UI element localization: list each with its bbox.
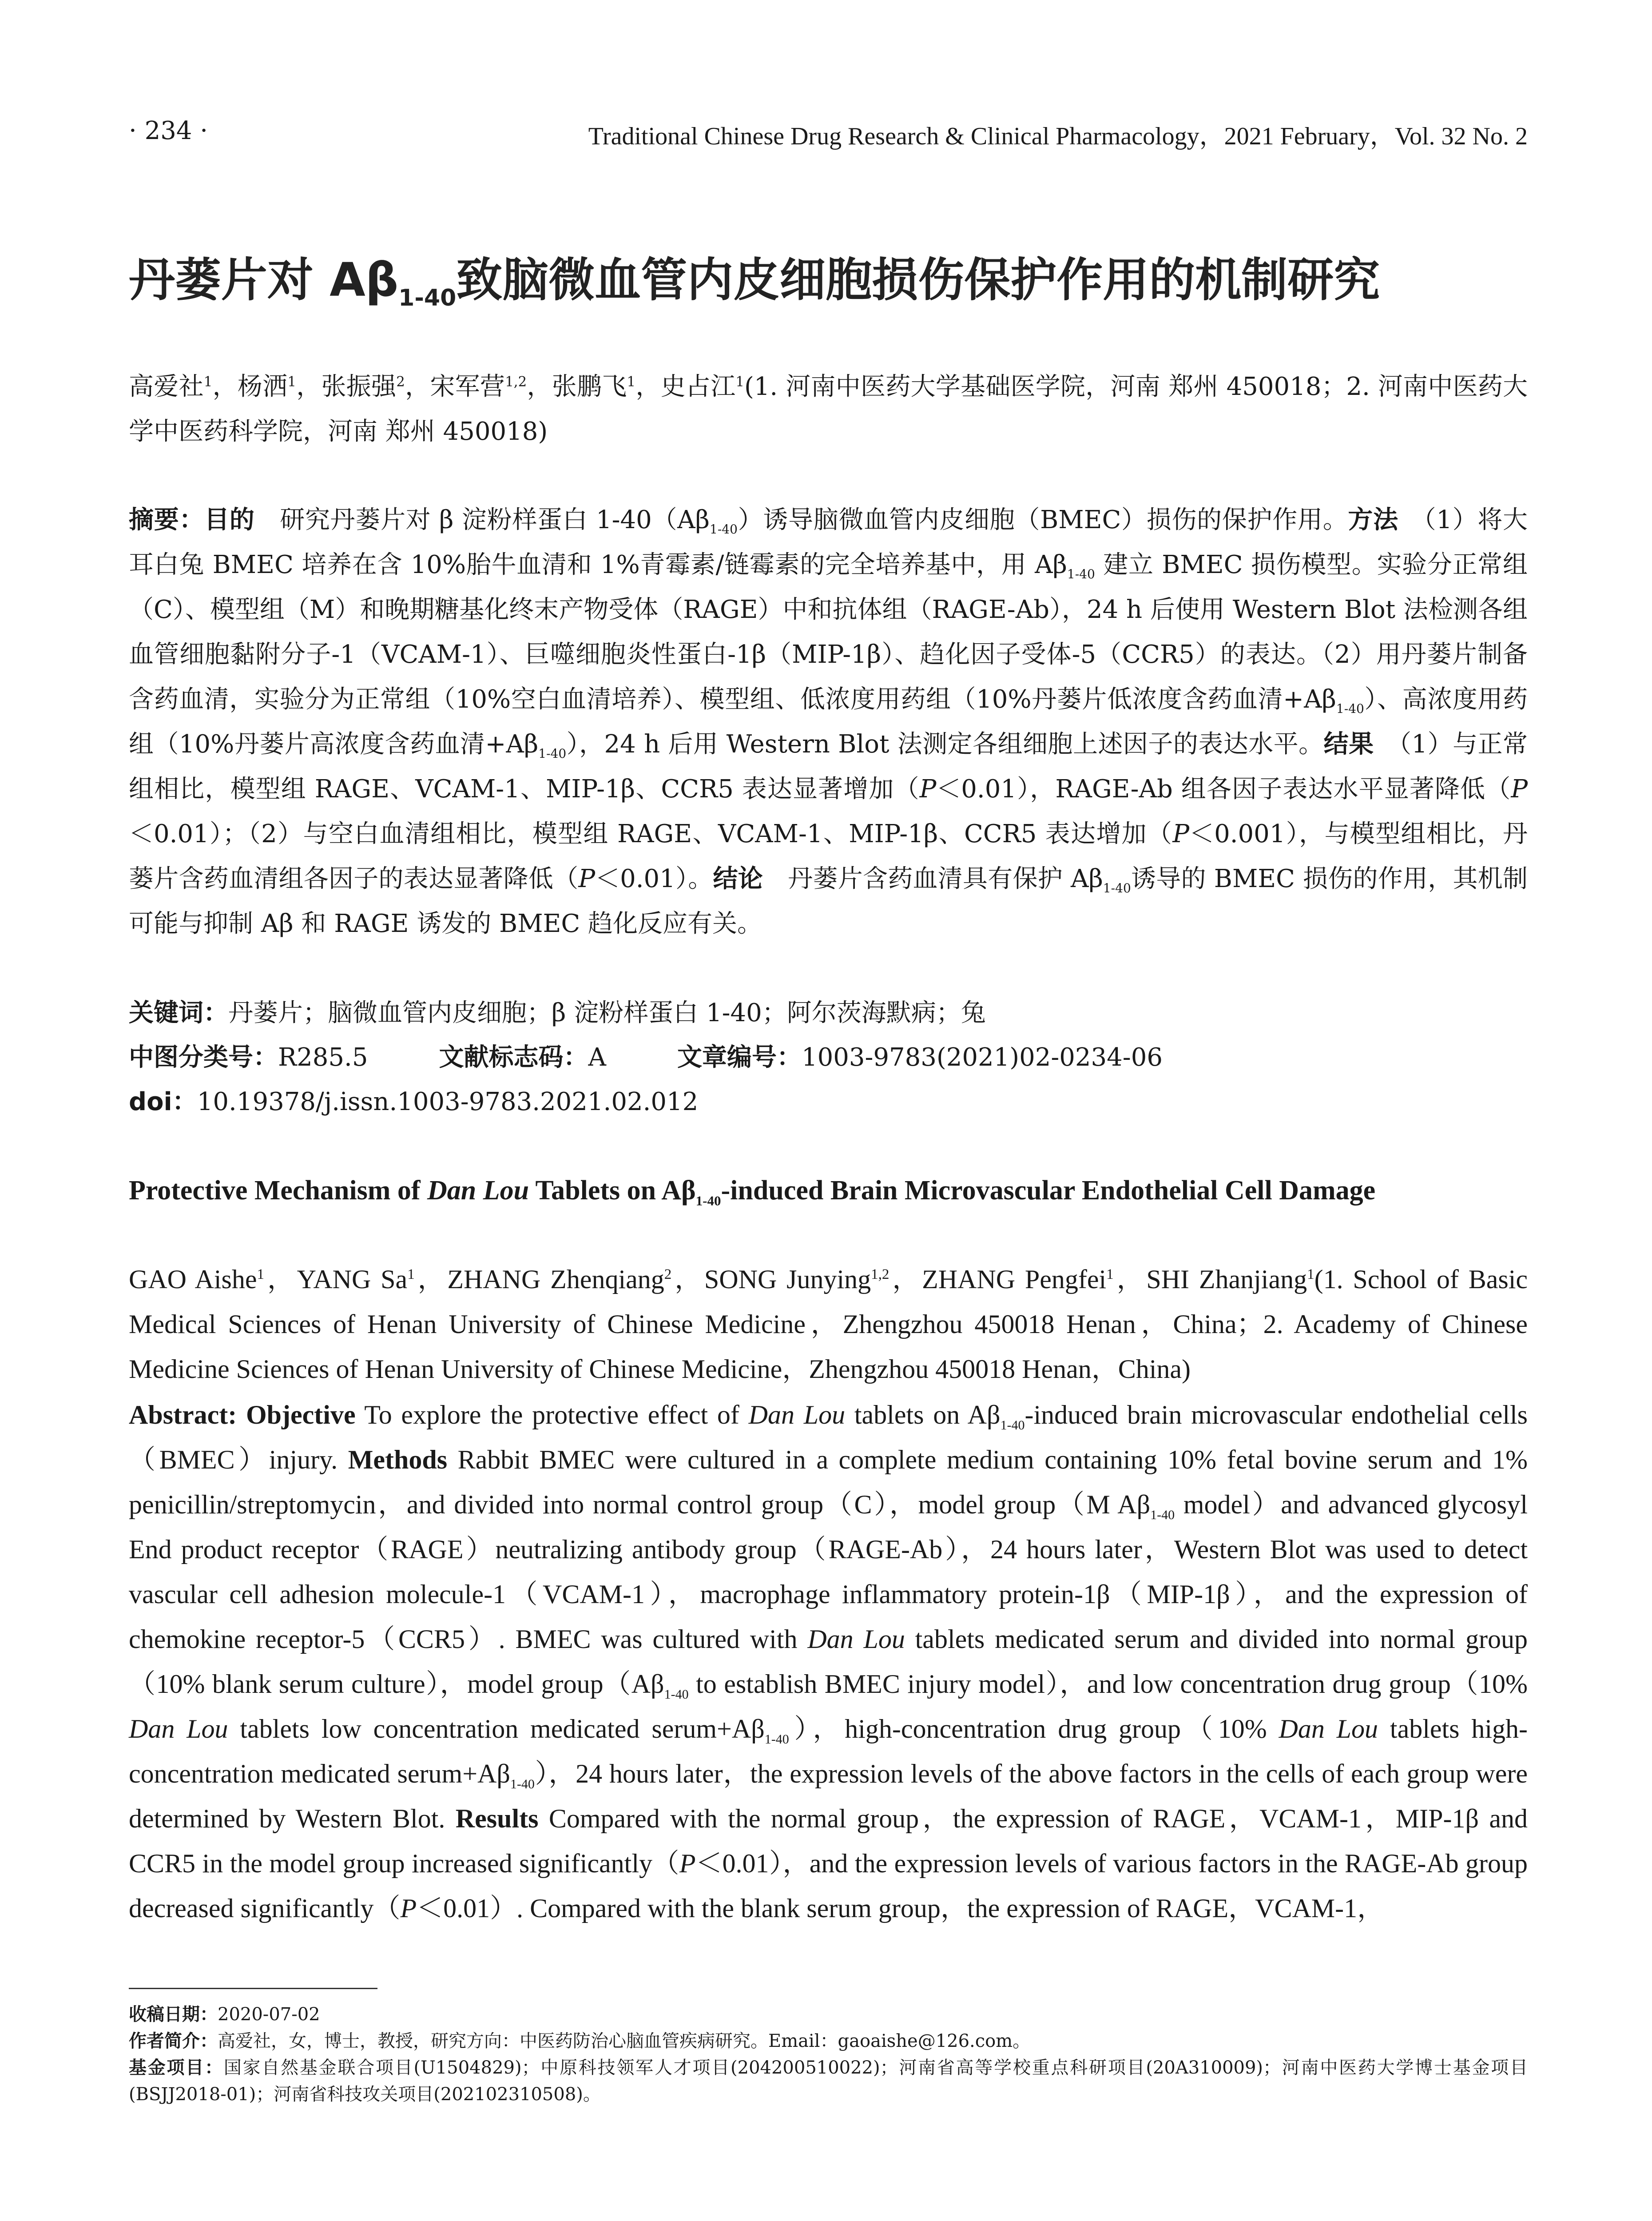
affiliation-marker: 1 (1307, 1266, 1314, 1282)
funding-label: 基金项目： (129, 2058, 224, 2078)
abstract-en-text: Rabbit BMEC were cultured in a complete medium containing 10% fetal bovine serum and 1% penicillin/streptomycin，and divided into normal control group（C），model group（M Aβ (129, 1445, 1528, 1519)
objective-label: 目的 (204, 505, 255, 534)
results-label: 结果 (1323, 730, 1374, 759)
drug-name: Dan Lou (129, 1714, 228, 1743)
abstract-en-text: model）and advanced glycosyl End product receptor（RAGE）neutralizing antibody group（RAGE-Ab），24 hours later，Western Blot was used to detect vascular cell adhesion molecule-1（VCAM-1），macrophage inflammatory protein-1β（MIP-1β），and the expression of chemokine receptor-5（CCR5）. BMEC was cultured with (129, 1490, 1528, 1654)
results-en-label: Results (455, 1804, 539, 1833)
doi-line (129, 1079, 1528, 1124)
author-name: 杨洒 (237, 372, 288, 401)
author-name: SONG Junying (704, 1265, 871, 1294)
title-en-subscript: 1-40 (695, 1193, 721, 1209)
classification-line (129, 1035, 1528, 1080)
title-en-part: Tablets on Aβ (529, 1175, 696, 1206)
drug-name: Dan Lou (807, 1624, 905, 1654)
abstract-text: 诱导的 BMEC 损伤的作用，其机制可能与抑制 Aβ 和 RAGE 诱发的 BMEC 趋化反应有关。 (129, 864, 1528, 938)
author-name: 宋军营 (430, 372, 505, 401)
abstract-text: ）、高浓度用药组（10%丹蒌片高浓度含药血清+Aβ (129, 685, 1528, 759)
keywords-text: 丹蒌片；脑微血管内皮细胞；β 淀粉样蛋白 1-40；阿尔茨海默病；兔 (228, 999, 986, 1027)
abstract-zh (129, 498, 1528, 946)
affiliations-en: (1. School of Basic Medical Sciences of Henan University of Chinese Medicine，Zhengzhou 450018 Henan，China；2. Academy of Chinese Medicine Sciences of Henan University of Chinese Medicine，Zhengzhou 450018 Henan，China) (129, 1265, 1528, 1384)
keywords (129, 991, 1528, 1035)
abstract-en (129, 1393, 1528, 1931)
funding-text: 国家自然基金联合项目(U1504829)；中原科技领军人才项目(204200510022)；河南省高等学校重点科研项目(20A310009)；河南中医药大学博士基金项目(BSJJ2018-01)；河南省科技攻关项目(202102310508)。 (129, 2058, 1528, 2105)
author-name: 张振强 (321, 372, 397, 401)
funding-line (129, 2054, 1528, 2108)
abstract-text: ＜0.001），与模型组相比，丹蒌片含药血清组各因子的表达显著降低（ (129, 820, 1528, 893)
abstract-label: 摘要： (129, 505, 205, 534)
methods-label: 方法 (1348, 505, 1398, 534)
abstract-en-text: tablets medicated serum and divided into normal group（10% blank serum culture），model group（Aβ (129, 1624, 1528, 1699)
drug-name: Dan Lou (748, 1400, 846, 1429)
abstract-text: （1）将大耳白兔 BMEC 培养在含 10%胎牛血清和 1%青霉素/链霉素的完全培养基中，用 Aβ (129, 505, 1528, 579)
affiliation-marker: 1 (735, 374, 744, 390)
keywords-label: 关键词： (129, 999, 228, 1027)
page-number: · 234 · (129, 116, 208, 145)
author-name: SHI Zhanjiang (1146, 1265, 1307, 1294)
abstract-text: 建立 BMEC 损伤模型。实验分正常组（C）、模型组（M）和晚期糖基化终末产物受体（RAGE）中和抗体组（RAGE-Ab），24 h 后使用 Western Blot 法检测各组血管细胞黏附分子-1（VCAM-1）、巨噬细胞炎性蛋白-1β（MIP-1β）、趋化因子受体-5（CCR5）的表达。（2）用丹蒌片制备含药血清，实验分为正常组（10%空白血清培养）、模型组、低浓度用药组（10%丹蒌片低浓度含药血清+Aβ (129, 550, 1528, 714)
conclusion-label: 结论 (713, 864, 763, 893)
footnotes (129, 2001, 1528, 2108)
affiliation-marker: 1 (1106, 1266, 1114, 1282)
affiliation-marker: 2 (664, 1266, 672, 1282)
footnote-divider (129, 1988, 377, 1989)
affiliations-zh: (1. 河南中医药大学基础医学院，河南 郑州 450018；2. 河南中医药大学中医药科学院，河南 郑州 450018) (129, 372, 1528, 446)
clc-label: 中图分类号： (129, 1043, 278, 1072)
author-name: ZHANG Pengfei (922, 1265, 1107, 1294)
p-value-symbol: P (1172, 820, 1190, 848)
affiliation-marker: 1 (407, 1266, 415, 1282)
title-en-part: Protective Mechanism of (129, 1175, 428, 1206)
subscript: 1-40 (764, 1732, 789, 1747)
objective-en-label: Objective (246, 1400, 356, 1429)
author-bio-label: 作者简介： (129, 2031, 218, 2051)
abstract-text: ），24 h 后用 Western Blot 法测定各组细胞上述因子的表达水平。 (566, 730, 1324, 759)
author-name: YANG Sa (297, 1265, 408, 1294)
title-subscript: 1-40 (398, 284, 457, 311)
p-value-symbol: P (400, 1894, 417, 1923)
abstract-text: ＜0.01），RAGE-Ab 组各因子表达水平显著降低（ (936, 775, 1511, 804)
received-date-line (129, 2001, 1528, 2028)
received-date: 2020-07-02 (218, 2004, 320, 2025)
affiliation-marker: 2 (396, 374, 405, 390)
affiliation-marker: 1 (257, 1266, 264, 1282)
author-name: ZHANG Zhenqiang (447, 1265, 664, 1294)
article-title (129, 249, 1528, 311)
title-en-part: -induced Brain Microvascular Endothelial Cell Damage (721, 1175, 1376, 1206)
affiliation-marker: 1 (287, 374, 297, 390)
p-value-symbol: P (679, 1849, 696, 1878)
affiliation-marker: 1,2 (505, 374, 527, 390)
p-value-symbol: P (919, 775, 937, 804)
affiliation-marker: 1,2 (871, 1266, 890, 1282)
abstract-en-text: ），high-concentration drug group（10% (789, 1714, 1279, 1743)
abstract-en-text: tablets low concentration medicated serum+Aβ (228, 1714, 765, 1743)
doi-value[interactable]: 10.19378/j.issn.1003-9783.2021.02.012 (197, 1087, 699, 1116)
p-value-symbol: P (578, 864, 596, 893)
abstract-en-label: Abstract: (129, 1400, 237, 1429)
abstract-text: ）诱导脑微血管内皮细胞（BMEC）损伤的保护作用。 (737, 505, 1348, 534)
abstract-text: （1）与正常组相比，模型组 RAGE、VCAM-1、MIP-1β、CCR5 表达显著增加（ (129, 730, 1528, 804)
article-title-en (129, 1168, 1528, 1213)
author-name: GAO Aishe (129, 1265, 257, 1294)
author-bio: 高爱社，女，博士，教授，研究方向：中医药防治心脑血管疾病研究。Email：gaoaishe@126.com。 (218, 2031, 1031, 2051)
affiliation-marker: 1 (627, 374, 636, 390)
clc-value: R285.5 (278, 1043, 368, 1072)
abstract-en-text: ＜0.01）. Compared with the blank serum group，the expression of RAGE，VCAM-1， (417, 1894, 1384, 1923)
authors-zh: 高爱社$^1$，杨洒$^1$，张振强$^2$，宋军营$^{1,2}$，张鹏飞$^1$，史占江$^1$(1. 河南中医药大学基础医学院，河南 郑州 450018；2. 河南中医药大学中医药科学院，河南 郑州 450018) (129, 372, 1528, 446)
abstract-text: ＜0.01）；（2）与空白血清组相比，模型组 RAGE、VCAM-1、MIP-1β、CCR5 表达增加（ (129, 820, 1173, 848)
subscript: 1-40 (710, 522, 738, 537)
article-number-label: 文章编号： (677, 1043, 802, 1072)
authors-en: GAO Aishe$^1$，YANG Sa$^1$，ZHANG Zhenqiang$^2$，SONG Junying$^{1,2}$，ZHANG Pengfei$^1$，SHI Zhanjiang$^1$(1. School of Basic Medical Sciences of Henan University of Chinese Medicine，Zhengzhou 450018 Henan，China；2. Academy of Chinese Medicine Sciences of Henan University of Chinese Medicine，Zhengzhou 450018 Henan，China) (129, 1265, 1528, 1384)
subscript: 1-40 (1150, 1508, 1175, 1522)
drug-name: Dan Lou (1279, 1714, 1378, 1743)
author-name: 高爱社 (129, 372, 204, 401)
abstract-en-text: Compared with the normal group，the expression of RAGE，VCAM-1，MIP-1β and CCR5 in the model group increased significantly（ (129, 1804, 1528, 1878)
abstract-en-text: ），24 hours later，the expression levels of the above factors in the cells of each group were determined by Western Blot. (129, 1759, 1528, 1833)
abstract-text: 丹蒌片含药血清具有保护 Aβ (788, 864, 1103, 893)
abstract-en-text: tablets high-concentration medicated serum+Aβ (129, 1714, 1528, 1788)
article-number-value: 1003-9783(2021)02-0234-06 (801, 1043, 1163, 1072)
abstract-en-text: to establish BMEC injury model），and low concentration drug group（10% (688, 1669, 1528, 1699)
subscript: 1-40 (1103, 881, 1131, 896)
subscript: 1-40 (664, 1687, 689, 1702)
abstract-text: 研究丹蒌片对 β 淀粉样蛋白 1-40（Aβ (280, 505, 710, 534)
title-en-italic: Dan Lou (427, 1175, 529, 1206)
abstract-en-text: To explore the protective effect of (355, 1400, 749, 1429)
methods-en-label: Methods (348, 1445, 448, 1474)
subscript: 1-40 (1067, 567, 1095, 582)
p-value-symbol: P (1511, 775, 1528, 804)
affiliation-marker: 1 (203, 374, 213, 390)
author-name: 张鹏飞 (552, 372, 627, 401)
subscript: 1-40 (510, 1777, 535, 1791)
abstract-en-text: -induced brain microvascular endothelial cells（BMEC）injury. (129, 1400, 1528, 1474)
journal-citation: Traditional Chinese Drug Research & Clinical Pharmacology，2021 February，Vol. 32 No. 2 (588, 123, 1528, 150)
title-part: 致脑微血管内皮细胞损伤保护作用的机制研究 (456, 253, 1380, 307)
abstract-en-text: tablets on Aβ (845, 1400, 1001, 1429)
subscript: 1-40 (1000, 1418, 1025, 1433)
author-bio-line (129, 2028, 1528, 2054)
running-header (129, 116, 1528, 156)
doc-code-value: A (588, 1043, 606, 1072)
subscript: 1-40 (538, 746, 567, 761)
doc-code-label: 文献标志码： (439, 1043, 588, 1072)
subscript: 1-40 (1336, 701, 1364, 716)
doi-label: doi： (129, 1087, 197, 1116)
abstract-en-text: ＜0.01），and the expression levels of various factors in the RAGE-Ab group decreased significantly（ (129, 1849, 1528, 1923)
received-label: 收稿日期： (129, 2004, 218, 2025)
abstract-text: ＜0.01）。 (595, 864, 713, 893)
title-part: 丹蒌片对 Aβ (129, 253, 399, 307)
author-name: 史占江 (660, 372, 736, 401)
